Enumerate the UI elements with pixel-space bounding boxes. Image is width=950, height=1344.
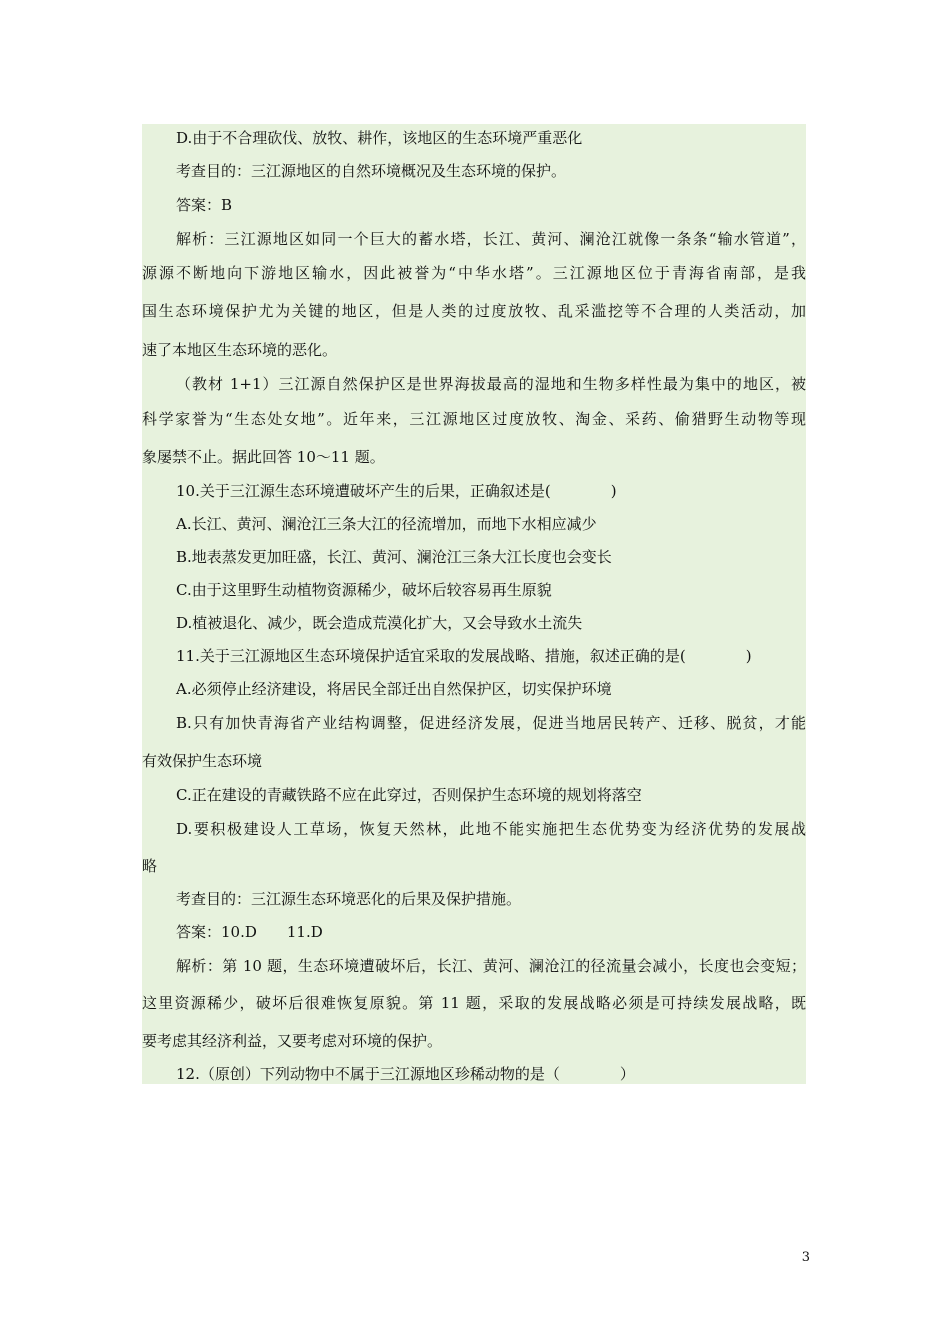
purpose-line: 考查目的：三江源地区的自然环境概况及生态环境的保护。 xyxy=(176,162,567,180)
analysis-line: 速了本地区生态环境的恶化。 xyxy=(142,341,338,359)
answer-line: 答案：B xyxy=(176,196,233,214)
option-line: C.正在建设的青藏铁路不应在此穿过，否则保护生态环境的规划将落空 xyxy=(176,786,642,804)
answer-line: 答案：10.D 11.D xyxy=(176,923,323,941)
analysis-line: 国生态环境保护尤为关键的地区，但是人类的过度放牧、乱采滥挖等不合理的人类活动，加 xyxy=(142,302,806,320)
question-10-line: 10.关于三江源生态环境遭破坏产生的后果，正确叙述是( ) xyxy=(176,482,617,500)
option-line: B.只有加快青海省产业结构调整，促进经济发展，促进当地居民转产、迁移、脱贫，才能 xyxy=(176,714,806,732)
purpose-line: 考查目的：三江源生态环境恶化的后果及保护措施。 xyxy=(176,890,522,908)
option-line: B.地表蒸发更加旺盛，长江、黄河、澜沧江三条大江长度也会变长 xyxy=(176,548,612,566)
option-line: A.长江、黄河、澜沧江三条大江的径流增加，而地下水相应减少 xyxy=(176,515,597,533)
page-number: 3 xyxy=(801,1250,810,1265)
option-line: C.由于这里野生动植物资源稀少，破坏后较容易再生原貌 xyxy=(176,581,552,599)
material-line: 象屡禁不止。据此回答 10～11 题。 xyxy=(142,448,385,466)
question-11-line: 11.关于三江源地区生态环境保护适宜采取的发展战略、措施，叙述正确的是( ) xyxy=(176,647,752,665)
analysis-line: 要考虑其经济利益，又要考虑对环境的保护。 xyxy=(142,1032,443,1050)
analysis-line: 解析：第 10 题，生态环境遭破坏后，长江、黄河、澜沧江的径流量会减小，长度也会变短； xyxy=(176,957,806,975)
analysis-line: 源源不断地向下游地区输水，因此被誉为“中华水塔”。三江源地区位于青海省南部，是我 xyxy=(142,264,806,282)
option-line: A.必须停止经济建设，将居民全部迁出自然保护区，切实保护环境 xyxy=(176,680,612,698)
option-line: 略 xyxy=(142,857,158,875)
analysis-line: 解析：三江源地区如同一个巨大的蓄水塔，长江、黄河、澜沧江就像一条条“输水管道”， xyxy=(176,230,806,248)
option-d-line: D.由于不合理砍伐、放牧、耕作，该地区的生态环境严重恶化 xyxy=(176,129,583,147)
option-line: D.植被退化、减少，既会造成荒漠化扩大，又会导致水土流失 xyxy=(176,614,583,632)
question-12-line: 12.（原创）下列动物中不属于三江源地区珍稀动物的是（ ） xyxy=(176,1065,635,1083)
analysis-line: 这里资源稀少，破坏后很难恢复原貌。第 11 题，采取的发展战略必须是可持续发展战略，既 xyxy=(142,994,806,1012)
option-line: 有效保护生态环境 xyxy=(142,752,263,770)
material-line: 科学家誉为“生态处女地”。近年来，三江源地区过度放牧、淘金、采药、偷猎野生动物等现 xyxy=(142,410,806,428)
option-line: D.要积极建设人工草场，恢复天然林，此地不能实施把生态优势变为经济优势的发展战 xyxy=(176,820,806,838)
material-line: （教材 1+1）三江源自然保护区是世界海拔最高的湿地和生物多样性最为集中的地区，被 xyxy=(176,375,806,393)
